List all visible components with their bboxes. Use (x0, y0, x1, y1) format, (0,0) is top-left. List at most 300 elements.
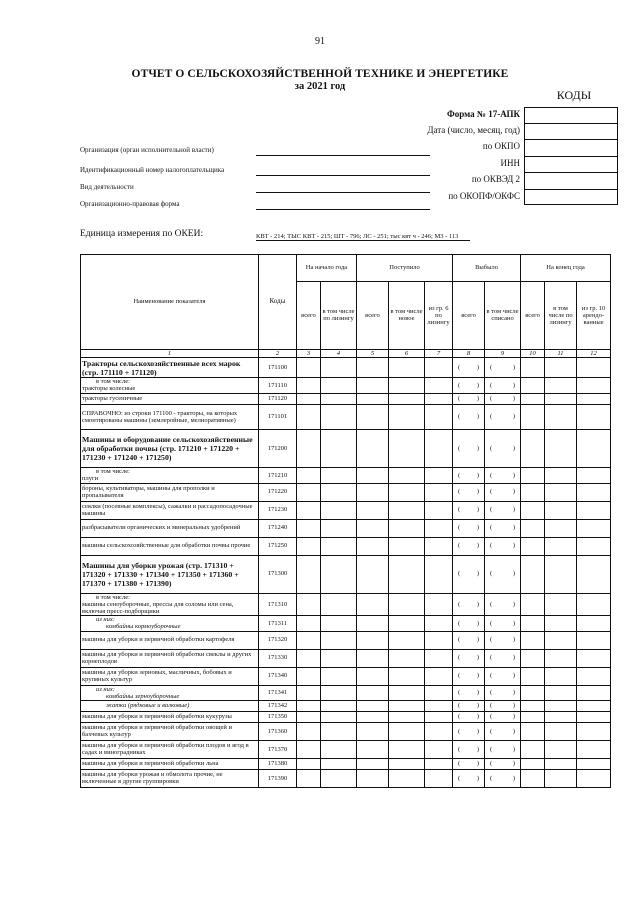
paren-close: ) (512, 745, 516, 753)
value-cell[interactable] (321, 483, 357, 501)
paren-open: ( (458, 600, 461, 608)
value-cell[interactable] (297, 722, 321, 740)
value-cell[interactable] (389, 593, 425, 616)
value-cell[interactable] (321, 649, 357, 667)
row-name-line: в том числе: (96, 468, 130, 476)
value-cell[interactable] (321, 740, 357, 758)
value-cell[interactable] (577, 711, 611, 722)
value-cell[interactable] (485, 430, 521, 468)
value-cell[interactable] (389, 555, 425, 593)
paren-open: ( (490, 445, 493, 452)
value-cell[interactable] (321, 468, 357, 483)
value-cell[interactable] (297, 468, 321, 483)
value-cell[interactable] (297, 758, 321, 769)
value-cell[interactable] (545, 631, 577, 649)
value-cell[interactable] (545, 378, 577, 393)
row-code: 171300 (259, 555, 297, 593)
value-cell[interactable] (453, 711, 485, 722)
value-cell[interactable] (425, 358, 453, 378)
value-cell[interactable] (577, 616, 611, 631)
row-code: 171390 (259, 769, 297, 787)
value-cell[interactable] (357, 378, 389, 393)
code-value-box[interactable] (524, 123, 618, 140)
value-cell[interactable] (357, 593, 389, 616)
value-cell[interactable] (297, 667, 321, 685)
row-code: 171120 (259, 393, 297, 404)
value-cell[interactable] (297, 631, 321, 649)
value-cell[interactable] (357, 722, 389, 740)
value-cell[interactable] (389, 501, 425, 519)
value-cell[interactable] (521, 631, 545, 649)
value-cell[interactable] (297, 700, 321, 711)
row-name (81, 700, 259, 711)
value-cell[interactable] (321, 700, 357, 711)
row-name (81, 537, 259, 555)
value-cell[interactable] (425, 700, 453, 711)
value-cell[interactable] (521, 593, 545, 616)
paren-close: ) (512, 727, 516, 735)
value-cell[interactable] (425, 667, 453, 685)
value-cell[interactable] (453, 685, 485, 700)
row-name-line: Машины для уборки урожая (стр. 171310 + 171320 + 171330 + 171340 + 171350 + 171360 + 171370 + 171380 + 171390) (82, 560, 239, 588)
row-name (81, 685, 259, 700)
value-cell[interactable] (521, 685, 545, 700)
value-cell[interactable] (521, 667, 545, 685)
value-cell[interactable] (357, 685, 389, 700)
paren-close: ) (512, 689, 516, 697)
value-cell[interactable] (453, 393, 485, 404)
value-cell[interactable] (357, 404, 389, 430)
value-cell[interactable] (297, 483, 321, 501)
value-cell[interactable] (453, 758, 485, 769)
value-cell[interactable] (485, 468, 521, 483)
value-cell[interactable] (321, 555, 357, 593)
row-code: 171230 (259, 501, 297, 519)
value-cell[interactable] (453, 769, 485, 787)
value-cell[interactable] (453, 667, 485, 685)
paren-close: ) (512, 524, 516, 532)
value-cell[interactable] (521, 722, 545, 740)
value-cell[interactable] (453, 358, 485, 378)
value-cell[interactable] (545, 468, 577, 483)
value-cell[interactable] (521, 519, 545, 537)
value-cell[interactable] (521, 501, 545, 519)
paren-close: ) (512, 760, 516, 768)
value-cell[interactable] (545, 711, 577, 722)
value-cell[interactable] (485, 758, 521, 769)
value-cell[interactable] (357, 711, 389, 722)
value-cell[interactable] (297, 769, 321, 787)
paren-close: ) (476, 524, 480, 532)
value-cell[interactable] (485, 769, 521, 787)
value-cell[interactable] (521, 616, 545, 631)
value-cell[interactable] (577, 393, 611, 404)
value-cell[interactable] (389, 483, 425, 501)
value-cell[interactable] (321, 631, 357, 649)
value-cell[interactable] (521, 430, 545, 468)
value-cell[interactable] (485, 700, 521, 711)
paren-open: ( (458, 506, 461, 514)
value-cell[interactable] (425, 740, 453, 758)
value-cell[interactable] (453, 700, 485, 711)
value-cell[interactable] (297, 430, 321, 468)
value-cell[interactable] (485, 685, 521, 700)
value-cell[interactable] (389, 616, 425, 631)
value-cell[interactable] (485, 378, 521, 393)
value-cell[interactable] (357, 430, 389, 468)
value-cell[interactable] (425, 393, 453, 404)
value-cell[interactable] (545, 700, 577, 711)
value-cell[interactable] (521, 404, 545, 430)
paren-open: ( (458, 524, 461, 532)
value-cell[interactable] (521, 393, 545, 404)
table-row (81, 616, 611, 631)
paren-close: ) (512, 413, 516, 421)
value-cell[interactable] (577, 631, 611, 649)
value-cell[interactable] (357, 519, 389, 537)
value-cell[interactable] (545, 537, 577, 555)
value-cell[interactable] (545, 404, 577, 430)
paren-open: ( (490, 395, 493, 402)
value-cell[interactable] (321, 685, 357, 700)
value-cell[interactable] (389, 468, 425, 483)
value-cell[interactable] (485, 722, 521, 740)
row-name-line: комбайны зерноуборочные (106, 692, 180, 700)
value-cell[interactable] (485, 593, 521, 616)
code-value-box[interactable] (524, 139, 618, 157)
value-cell[interactable] (485, 393, 521, 404)
value-cell[interactable] (485, 404, 521, 430)
value-cell[interactable] (521, 378, 545, 393)
value-cell[interactable] (577, 700, 611, 711)
value-cell[interactable] (389, 404, 425, 430)
value-cell[interactable] (453, 468, 485, 483)
value-cell[interactable] (297, 404, 321, 430)
paren-open: ( (490, 506, 493, 514)
value-cell[interactable] (485, 711, 521, 722)
value-cell[interactable] (577, 358, 611, 378)
value-cell[interactable] (545, 740, 577, 758)
value-cell[interactable] (425, 555, 453, 593)
value-cell[interactable] (389, 649, 425, 667)
value-cell[interactable] (357, 740, 389, 758)
value-cell[interactable] (425, 649, 453, 667)
row-name-line: Тракторы сельскохозяйственные всех марок (стр. 171110 + 171120) (82, 358, 241, 377)
value-cell[interactable] (425, 404, 453, 430)
value-cell[interactable] (297, 616, 321, 631)
paren-open: ( (490, 745, 493, 753)
value-cell[interactable] (545, 667, 577, 685)
value-cell[interactable] (485, 483, 521, 501)
value-cell[interactable] (389, 740, 425, 758)
paren-open: ( (490, 542, 493, 550)
value-cell[interactable] (297, 593, 321, 616)
value-cell[interactable] (521, 468, 545, 483)
value-cell[interactable] (521, 711, 545, 722)
value-cell[interactable] (577, 758, 611, 769)
value-cell[interactable] (321, 593, 357, 616)
row-name (81, 740, 259, 758)
value-cell[interactable] (357, 700, 389, 711)
value-cell[interactable] (577, 722, 611, 740)
value-cell[interactable] (297, 358, 321, 378)
value-cell[interactable] (545, 393, 577, 404)
value-cell[interactable] (453, 483, 485, 501)
value-cell[interactable] (321, 537, 357, 555)
value-cell[interactable] (389, 769, 425, 787)
value-cell[interactable] (321, 758, 357, 769)
value-cell[interactable] (545, 430, 577, 468)
value-cell[interactable] (357, 758, 389, 769)
value-cell[interactable] (321, 378, 357, 393)
value-cell[interactable] (357, 468, 389, 483)
value-cell[interactable] (389, 519, 425, 537)
value-cell[interactable] (577, 404, 611, 430)
value-cell[interactable] (425, 722, 453, 740)
value-cell[interactable] (425, 537, 453, 555)
org-field-line[interactable] (256, 192, 430, 193)
value-cell[interactable] (521, 537, 545, 555)
value-cell[interactable] (425, 758, 453, 769)
code-value-box[interactable] (524, 156, 618, 173)
value-cell[interactable] (425, 769, 453, 787)
value-cell[interactable] (357, 393, 389, 404)
value-cell[interactable] (321, 358, 357, 378)
value-cell[interactable] (577, 537, 611, 555)
value-cell[interactable] (357, 631, 389, 649)
row-name (81, 616, 259, 631)
value-cell[interactable] (577, 378, 611, 393)
value-cell[interactable] (297, 555, 321, 593)
paren-open: ( (458, 570, 461, 578)
value-cell[interactable] (425, 593, 453, 616)
value-cell[interactable] (389, 667, 425, 685)
value-cell[interactable] (357, 358, 389, 378)
value-cell[interactable] (521, 740, 545, 758)
paren-close: ) (512, 654, 516, 662)
row-name (81, 631, 259, 649)
value-cell[interactable] (485, 631, 521, 649)
paren-close: ) (476, 570, 480, 578)
value-cell[interactable] (425, 631, 453, 649)
value-cell[interactable] (577, 769, 611, 787)
value-cell[interactable] (521, 555, 545, 593)
value-cell[interactable] (545, 501, 577, 519)
value-cell[interactable] (453, 501, 485, 519)
row-name (81, 483, 259, 501)
value-cell[interactable] (521, 358, 545, 378)
value-cell[interactable] (453, 430, 485, 468)
value-cell[interactable] (321, 519, 357, 537)
value-cell[interactable] (485, 537, 521, 555)
value-cell[interactable] (297, 501, 321, 519)
value-cell[interactable] (577, 501, 611, 519)
value-cell[interactable] (357, 649, 389, 667)
code-value-box[interactable] (524, 107, 618, 124)
value-cell[interactable] (297, 519, 321, 537)
paren-close: ) (512, 774, 516, 782)
value-cell[interactable] (577, 555, 611, 593)
row-name (81, 649, 259, 667)
value-cell[interactable] (453, 555, 485, 593)
value-cell[interactable] (545, 483, 577, 501)
row-name-line: Машины и оборудование сельскохозяйственные для обработки почвы (стр. 171210 + 171220 + 171230 + 171240 + 171250) (82, 435, 253, 463)
value-cell[interactable] (545, 758, 577, 769)
value-cell[interactable] (453, 631, 485, 649)
row-name (81, 358, 259, 378)
value-cell[interactable] (485, 501, 521, 519)
value-cell[interactable] (297, 649, 321, 667)
value-cell[interactable] (521, 758, 545, 769)
org-field-line[interactable] (256, 155, 430, 156)
value-cell[interactable] (389, 378, 425, 393)
value-cell[interactable] (389, 537, 425, 555)
row-code: 171380 (259, 758, 297, 769)
paren-open: ( (490, 570, 493, 578)
value-cell[interactable] (357, 483, 389, 501)
code-label: Дата (число, месяц, год) (427, 125, 520, 135)
row-name-line: машины для уборки и первичной обработки картофеля (82, 636, 235, 644)
value-cell[interactable] (321, 711, 357, 722)
value-cell[interactable] (453, 537, 485, 555)
org-field-label: Вид деятельности (80, 183, 134, 191)
org-field-line[interactable] (256, 209, 430, 210)
value-cell[interactable] (357, 616, 389, 631)
value-cell[interactable] (389, 430, 425, 468)
value-cell[interactable] (389, 631, 425, 649)
value-cell[interactable] (485, 667, 521, 685)
paren-open: ( (490, 727, 493, 735)
row-code: 171360 (259, 722, 297, 740)
code-value-box[interactable] (524, 172, 618, 190)
value-cell[interactable] (389, 722, 425, 740)
value-cell[interactable] (545, 685, 577, 700)
value-cell[interactable] (389, 685, 425, 700)
paren-open: ( (458, 745, 461, 753)
value-cell[interactable] (389, 711, 425, 722)
table-row (81, 519, 611, 537)
value-cell[interactable] (577, 430, 611, 468)
value-cell[interactable] (425, 616, 453, 631)
value-cell[interactable] (577, 483, 611, 501)
column-number: 1 (81, 350, 259, 358)
value-cell[interactable] (389, 393, 425, 404)
value-cell[interactable] (321, 667, 357, 685)
column-number-row (81, 350, 611, 358)
value-cell[interactable] (425, 501, 453, 519)
value-cell[interactable] (425, 519, 453, 537)
value-cell[interactable] (521, 700, 545, 711)
value-cell[interactable] (357, 501, 389, 519)
value-cell[interactable] (425, 468, 453, 483)
value-cell[interactable] (577, 667, 611, 685)
header-total: всего (297, 281, 321, 349)
value-cell[interactable] (453, 722, 485, 740)
value-cell[interactable] (545, 616, 577, 631)
value-cell[interactable] (485, 740, 521, 758)
value-cell[interactable] (577, 740, 611, 758)
value-cell[interactable] (521, 483, 545, 501)
value-cell[interactable] (297, 393, 321, 404)
value-cell[interactable] (357, 769, 389, 787)
value-cell[interactable] (357, 667, 389, 685)
value-cell[interactable] (545, 358, 577, 378)
value-cell[interactable] (453, 378, 485, 393)
value-cell[interactable] (425, 483, 453, 501)
value-cell[interactable] (545, 649, 577, 667)
value-cell[interactable] (321, 430, 357, 468)
row-code: 171110 (259, 378, 297, 393)
value-cell[interactable] (485, 616, 521, 631)
value-cell[interactable] (321, 722, 357, 740)
value-cell[interactable] (321, 501, 357, 519)
value-cell[interactable] (357, 537, 389, 555)
paren-open: ( (458, 702, 461, 710)
value-cell[interactable] (389, 700, 425, 711)
code-value-box[interactable] (524, 189, 618, 205)
value-cell[interactable] (577, 519, 611, 537)
value-cell[interactable] (485, 358, 521, 378)
value-cell[interactable] (577, 593, 611, 616)
value-cell[interactable] (545, 769, 577, 787)
value-cell[interactable] (297, 711, 321, 722)
paren-open: ( (490, 381, 493, 389)
value-cell[interactable] (389, 358, 425, 378)
paren-open: ( (458, 488, 461, 496)
row-name (81, 404, 259, 430)
header-incl-new: в том числе новое (389, 281, 425, 349)
value-cell[interactable] (485, 519, 521, 537)
value-cell[interactable] (453, 616, 485, 631)
value-cell[interactable] (545, 722, 577, 740)
value-cell[interactable] (297, 537, 321, 555)
value-cell[interactable] (297, 685, 321, 700)
value-cell[interactable] (521, 769, 545, 787)
value-cell[interactable] (485, 555, 521, 593)
value-cell[interactable] (453, 404, 485, 430)
paren-close: ) (512, 381, 516, 389)
value-cell[interactable] (453, 649, 485, 667)
value-cell[interactable] (545, 555, 577, 593)
value-cell[interactable] (321, 393, 357, 404)
value-cell[interactable] (425, 711, 453, 722)
value-cell[interactable] (425, 430, 453, 468)
value-cell[interactable] (453, 519, 485, 537)
value-cell[interactable] (453, 593, 485, 616)
value-cell[interactable] (577, 468, 611, 483)
value-cell[interactable] (297, 378, 321, 393)
value-cell[interactable] (521, 649, 545, 667)
row-name (81, 378, 259, 393)
value-cell[interactable] (297, 740, 321, 758)
row-name-line: машины сельскохозяйственные для обработки почвы прочие (82, 542, 251, 550)
value-cell[interactable] (425, 378, 453, 393)
value-cell[interactable] (577, 685, 611, 700)
value-cell[interactable] (321, 769, 357, 787)
value-cell[interactable] (357, 555, 389, 593)
value-cell[interactable] (321, 404, 357, 430)
org-field-line[interactable] (256, 175, 430, 176)
value-cell[interactable] (453, 740, 485, 758)
value-cell[interactable] (321, 616, 357, 631)
value-cell[interactable] (545, 519, 577, 537)
value-cell[interactable] (389, 758, 425, 769)
value-cell[interactable] (485, 649, 521, 667)
value-cell[interactable] (577, 649, 611, 667)
row-code: 171100 (259, 358, 297, 378)
value-cell[interactable] (425, 685, 453, 700)
value-cell[interactable] (545, 593, 577, 616)
